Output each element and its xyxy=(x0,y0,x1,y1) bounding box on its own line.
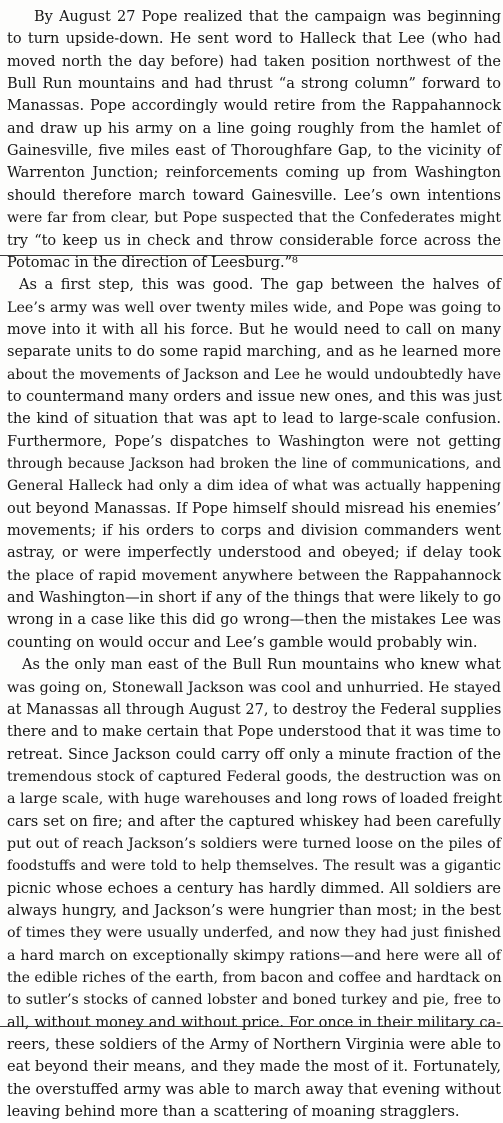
text-line: through because Jackson had broken the line of communications, and xyxy=(7,456,501,472)
scan-divider-line xyxy=(0,1026,503,1027)
text-line: As a first step, this was good. The gap between the halves of xyxy=(19,277,501,294)
scan-divider-line xyxy=(0,255,503,256)
text-line: wrong in a case like this did go wrong—then the mistakes Lee was xyxy=(7,612,501,629)
text-line: counting on would occur and Lee’s gamble would probably win. xyxy=(7,634,478,651)
text-line: tremendous stock of captured Federal goods, the destruction was on xyxy=(7,768,501,785)
text-line: As the only man east of the Bull Run mountains who knew what xyxy=(22,657,501,674)
text-line: always hungry, and Jackson’s were hungrier than most; in the best xyxy=(7,903,501,919)
text-line: foodstuffs and were told to help themselves. The result was a gigantic xyxy=(7,858,501,875)
text-line: the place of rapid movement anywhere between the Rappahannock xyxy=(7,567,501,584)
text-line: separate units to do some rapid marching, and as he learned more xyxy=(7,344,501,361)
text-line: and Washington—in short if any of the things that were likely to go xyxy=(7,590,501,607)
text-line: out beyond Manassas. If Pope himself should misread his enemies’ xyxy=(7,500,501,517)
text-line: the edible riches of the earth, from bacon and coffee and hardtack on xyxy=(7,970,502,987)
text-line: Furthermore, Pope’s dispatches to Washington were not getting xyxy=(7,433,501,450)
text-line: was going on, Stonewall Jackson was cool and unhurried. He stayed xyxy=(7,679,501,696)
text-line: at Manassas all through August 27, to destroy the Federal supplies xyxy=(7,701,502,718)
text-line: all, without money and without price. For once in their military ca- xyxy=(7,1014,501,1031)
text-line: to sutler’s stocks of canned lobster and boned turkey and pie, free to xyxy=(7,992,501,1009)
text-line: Bull Run mountains and had thrust “a strong column” forward to xyxy=(7,76,501,93)
text-line: there and to make certain that Pope understood that it was time to xyxy=(7,724,501,741)
text-line: Lee’s army was well over twenty miles wide, and Pope was going to xyxy=(7,299,501,316)
text-line: leaving behind more than a scattering of moaning stragglers. xyxy=(7,1104,460,1121)
text-line: put out of reach Jackson’s soldiers were turned loose on the piles of xyxy=(7,835,501,852)
text-line: Manassas. Pope accordingly would retire from the Rappahannock xyxy=(7,98,501,115)
text-line: Warrenton Junction; reinforcements coming up from Washington xyxy=(7,165,501,182)
text-line: to turn upside-down. He sent word to Halleck that Lee (who had xyxy=(7,31,501,48)
text-line: moved north the day before) had taken position northwest of the xyxy=(7,53,501,70)
text-line: of times they were usually underfed, and now they had just finished xyxy=(7,925,501,942)
text-line: a large scale, with huge warehouses and long rows of loaded freight xyxy=(7,791,502,808)
text-line: cars set on fire; and after the captured whiskey had been carefully xyxy=(7,813,501,830)
text-line: the overstuffed army was able to march away that evening without xyxy=(7,1081,501,1098)
text-line: By August 27 Pope realized that the campaign was beginning xyxy=(34,9,501,25)
text-line: picnic whose echoes a century has hardly dimmed. All soldiers are xyxy=(7,880,501,897)
text-line: retreat. Since Jackson could carry off only a minute fraction of the xyxy=(7,746,501,763)
text-line: try “to keep us in check and throw considerable force across the xyxy=(7,232,501,249)
text-line: General Halleck had only a dim idea of what was actually happening xyxy=(7,478,501,495)
text-line: the kind of situation that was apt to lead to large-scale confusion. xyxy=(7,411,501,428)
text-line: Gainesville, five miles east of Thoroughfare Gap, to the vicinity of xyxy=(7,143,501,160)
text-line: were far from clear, but Pope suspected that the Confederates might xyxy=(7,210,501,227)
text-line: eat beyond their means, and they made the most of it. Fortunately, xyxy=(7,1059,501,1076)
text-line: about the movements of Jackson and Lee he would undoubtedly have xyxy=(7,366,501,383)
text-line: reers, these soldiers of the Army of Northern Virginia were able to xyxy=(7,1037,501,1054)
text-line: a hard march on exceptionally skimpy rations—and here were all of xyxy=(7,947,501,964)
text-line: movements; if his orders to corps and division commanders went xyxy=(7,523,501,540)
text-line: astray, or were imperfectly understood and obeyed; if delay took xyxy=(7,545,501,562)
text-line: move into it with all his force. But he would need to call on many xyxy=(7,321,501,338)
text-line: to countermand many orders and issue new ones, and this was just xyxy=(7,388,502,405)
text-line: Potomac in the direction of Leesburg.”⁸ xyxy=(7,254,298,271)
text-line: and draw up his army on a line going roughly from the hamlet of xyxy=(7,120,501,137)
text-line: should therefore march toward Gainesville. Lee’s own intentions xyxy=(7,187,501,204)
